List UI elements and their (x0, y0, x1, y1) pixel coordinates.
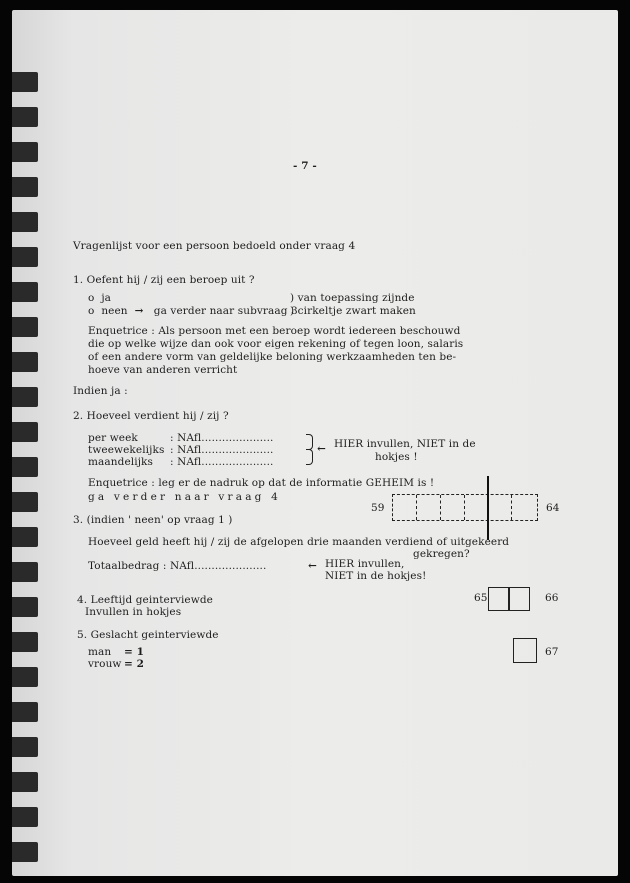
gender-box[interactable] (513, 638, 537, 663)
q2-goto-instruction: ga verder naar vraag 4 (88, 491, 282, 503)
q5-option-man-label: man (88, 646, 112, 658)
age-box-2[interactable] (508, 587, 530, 611)
code-label-59: 59 (371, 502, 385, 514)
divider-line (487, 476, 489, 540)
page-number: - 7 - (293, 160, 317, 172)
q1-side-note-2: ) cirkeltje zwart maken (290, 305, 416, 317)
q3-question-cont: gekregen? (413, 548, 470, 560)
code-boxes-59-64[interactable] (392, 494, 538, 521)
skip-instruction: ga verder naar subvraag 3 (153, 305, 298, 317)
q1-option-neen[interactable] (88, 305, 298, 318)
arrow-right-icon: → (134, 305, 144, 317)
q2-label-monthly: maandelijks (88, 456, 153, 468)
radio-circle[interactable]: o (88, 292, 95, 304)
arrow-left-icon: ← (308, 560, 317, 572)
code-label-64: 64 (546, 502, 560, 514)
arrow-left-icon: ← (317, 443, 326, 455)
q2-label-biweekly: tweewekelijks (88, 444, 165, 456)
q4-subtitle: Invullen in hokjes (85, 606, 182, 618)
code-label-66: 66 (545, 592, 559, 604)
q2-title: 2. Hoeveel verdient hij / zij ? (73, 410, 229, 422)
q1-note-line-2: die op welke wijze dan ook voor eigen rekening of tegen loon, salaris (88, 338, 464, 350)
brace-top (306, 434, 313, 450)
questionnaire-heading: Vragenlijst voor een persoon bedoeld onder vraag 4 (73, 240, 356, 252)
q2-enquetrice-note: Enquetrice : leg er de nadruk op dat de informatie GEHEIM is ! (88, 477, 435, 489)
radio-circle[interactable]: o (88, 305, 95, 317)
q1-side-note-1: ) van toepassing zijnde (290, 292, 415, 304)
q2-field-biweekly[interactable]: : NAfl..................... (170, 444, 274, 456)
q5-option-man-value: = 1 (124, 646, 145, 658)
option-label: ja (101, 292, 112, 304)
q4-title: 4. Leeftijd geinterviewde (77, 594, 213, 606)
q5-title: 5. Geslacht geinterviewde (77, 629, 219, 641)
q1-title: 1. Oefent hij / zij een beroep uit ? (73, 274, 255, 286)
q2-label-week: per week (88, 432, 138, 444)
q5-option-vrouw-value: = 2 (124, 658, 145, 670)
q2-field-monthly[interactable]: : NAfl..................... (170, 456, 274, 468)
q3-hint-line-1: HIER invullen, (325, 558, 405, 570)
q1-note-line-1: Enquetrice : Als persoon met een beroep wordt iedereen beschouwd (88, 325, 461, 337)
code-label-67: 67 (545, 646, 559, 658)
q5-option-vrouw-label: vrouw (88, 658, 122, 670)
q3-total-field[interactable]: Totaalbedrag : NAfl..................... (88, 560, 267, 572)
q2-hint-line-1: HIER invullen, NIET in de (334, 438, 476, 450)
q2-field-week[interactable]: : NAfl..................... (170, 432, 274, 444)
age-box-1[interactable] (488, 587, 510, 611)
option-label: neen (101, 305, 128, 317)
brace-bottom (306, 449, 313, 465)
indien-ja-label: Indien ja : (73, 385, 128, 397)
q3-hint-line-2: NIET in de hokjes! (325, 570, 427, 582)
q3-title: 3. (indien ' neen' op vraag 1 ) (73, 514, 233, 526)
q3-question: Hoeveel geld heeft hij / zij de afgelopen drie maanden verdiend of uitgekeerd (88, 536, 510, 548)
q1-note-line-4: hoeve van anderen verricht (88, 364, 238, 376)
q2-hint-line-2: hokjes ! (375, 451, 418, 463)
q1-option-ja[interactable] (88, 292, 111, 305)
q1-note-line-3: of een andere vorm van geldelijke beloning werkzaamheden ten be- (88, 351, 457, 363)
code-label-65: 65 (474, 592, 488, 604)
